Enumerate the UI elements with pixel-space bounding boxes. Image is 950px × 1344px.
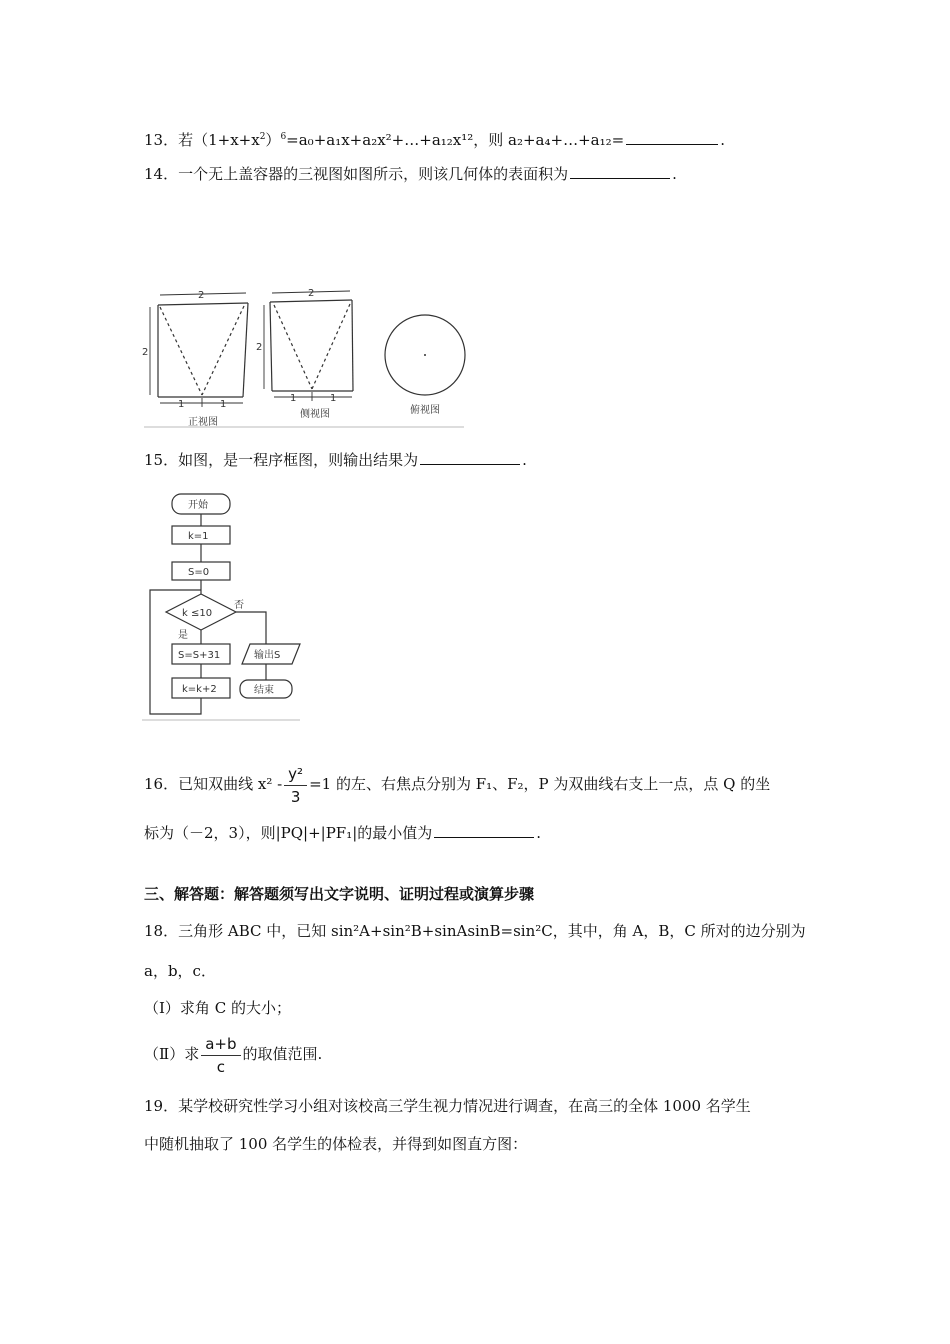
q16-fraction-numerator: y² <box>284 763 307 786</box>
q18-fraction <box>201 1033 240 1078</box>
q14-end: . <box>672 165 677 183</box>
q18-line1: 18．三角形 ABC 中，已知 sin²A+sin²B+sinAsinB=sin²C，其中，角 A，B，C 所对的边分别为 <box>144 922 806 940</box>
q18-fraction-denominator: c <box>216 1057 225 1076</box>
flow-no-label: 否 <box>234 600 244 611</box>
q16-pre: 16．已知双曲线 x² - <box>144 775 283 793</box>
top-view-caption: 俯视图 <box>410 405 440 416</box>
flow-output-label: 输出S <box>254 650 281 661</box>
q18-part2 <box>144 1030 322 1078</box>
flow-update-k-label: k=k+2 <box>182 684 217 695</box>
question-16-line1 <box>144 760 770 808</box>
q13-prefix: 13．若（1+x+x <box>144 131 260 149</box>
answer-blank[interactable] <box>420 450 520 465</box>
side-half-left-label: 1 <box>290 393 297 404</box>
front-half-right-label: 1 <box>220 399 227 410</box>
side-height-label: 2 <box>256 342 263 353</box>
q16-line2: 标为（－2，3），则|PQ|+|PF₁|的最小值为 <box>144 824 433 842</box>
q18-fraction-numerator: a+b <box>201 1033 240 1056</box>
front-view-caption: 正视图 <box>188 417 218 428</box>
top-view-center <box>424 354 426 356</box>
q14-text: 14．一个无上盖容器的三视图如图所示，则该几何体的表面积为 <box>144 165 569 183</box>
q16-fraction <box>284 763 307 808</box>
front-height-label: 2 <box>142 347 149 358</box>
question-14 <box>144 163 677 185</box>
q15-text: 15．如图，是一程序框图，则输出结果为 <box>144 451 419 469</box>
q19-line2: 中随机抽取了 100 名学生的体检表，并得到如图直方图： <box>144 1135 528 1153</box>
flow-update-s-label: S=S+31 <box>178 650 221 661</box>
question-16-line2 <box>144 822 541 844</box>
question-13 <box>144 126 725 151</box>
section-3-title: 三、解答题：解答题须写出文字说明、证明过程或演算步骤 <box>144 885 535 903</box>
question-15 <box>144 449 527 471</box>
q13-rhs: =a₀+a₁x+a₂x²+…+a₁₂x¹²，则 a₂+a₄+…+a₁₂= <box>286 131 625 149</box>
q18-part1: （Ⅰ）求角 C 的大小； <box>144 999 291 1017</box>
q18-part2-pre: （Ⅱ）求 <box>144 1045 200 1063</box>
q16-end: . <box>536 824 542 842</box>
side-view <box>264 291 353 401</box>
q15-end: . <box>522 451 527 469</box>
q13-exp1: 2 <box>259 132 266 142</box>
side-view-caption: 侧视图 <box>300 409 330 420</box>
flow-init-k-label: k=1 <box>188 531 209 542</box>
q13-mid: ） <box>265 131 281 149</box>
flowchart-figure <box>142 488 302 722</box>
q18-line2: a，b，c． <box>144 962 216 980</box>
three-views-figure <box>140 285 470 433</box>
q19-line1: 19．某学校研究性学习小组对该校高三学生视力情况进行调查，在高三的全体 1000 名学生 <box>144 1097 751 1115</box>
flow-start-label: 开始 <box>188 500 208 511</box>
flow-condition-label: k ≤10 <box>182 608 213 619</box>
q13-exp2: 6 <box>280 132 287 142</box>
flow-yes-label: 是 <box>178 630 188 641</box>
front-view <box>150 293 248 407</box>
side-width-label: 2 <box>308 288 315 299</box>
answer-blank[interactable] <box>434 823 534 838</box>
front-width-label: 2 <box>198 290 205 301</box>
flow-end-label: 结束 <box>254 685 274 696</box>
side-half-right-label: 1 <box>330 393 337 404</box>
q13-end: . <box>720 131 725 149</box>
q16-fraction-denominator: 3 <box>290 787 301 806</box>
q16-post: =1 的左、右焦点分别为 F₁、F₂，P 为双曲线右支上一点，点 Q 的坐 <box>309 775 771 793</box>
flow-init-s-label: S=0 <box>188 567 210 578</box>
q18-part2-post: 的取值范围. <box>242 1045 323 1063</box>
answer-blank[interactable] <box>570 164 670 179</box>
front-half-left-label: 1 <box>178 399 185 410</box>
answer-blank[interactable] <box>626 130 718 145</box>
